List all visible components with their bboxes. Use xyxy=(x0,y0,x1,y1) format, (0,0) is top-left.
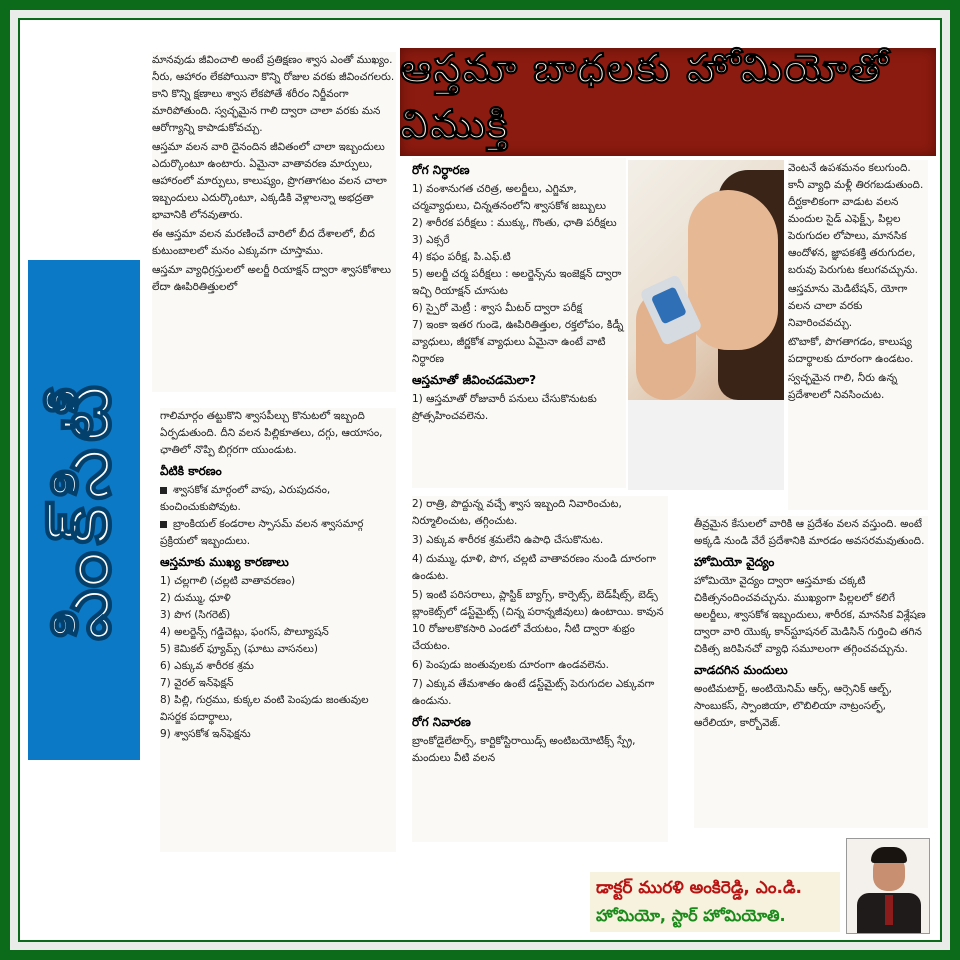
list-item: 4) దుమ్ము, ధూళి, పొగ, చల్లటి వాతావరణం నుండి దూరంగా ఉండుట. xyxy=(412,553,656,582)
list-item: 1) చల్లగాలి (చల్లటి వాతావరణం) xyxy=(160,575,296,587)
list-item: 9) శ్వాసకోశ ఇన్‌ఫెక్షను xyxy=(160,728,251,740)
tie-shape xyxy=(885,895,893,925)
medicines-paragraph: అంటిమటార్ట్, అంటియెనిమ్ ఆర్స్, ఆర్సెనిక్ ఆల్బ్, సాంబుకస్, స్పాంజియా, లొబిలియా నాట్రంసల్ఫ్, ఆరేలియా, కార్బోవెజ్. xyxy=(694,683,892,729)
right-paragraph: టొబాకో, పొగతాగడం, కాలుష్య పదార్థాలకు దూరంగా ఉండటం. xyxy=(788,336,914,365)
homeo-heading: హోమియో వైద్యం xyxy=(694,555,775,569)
list-item: 3) ఎక్సరే xyxy=(412,234,450,246)
list-item: 7) ఎక్కువ తేమశాతం ఉంటే డస్ట్‌మైట్స్ పెరుగుదల ఎక్కువగా ఉండును. xyxy=(412,678,655,707)
list-item: 3) పొగ (సిగరెట్) xyxy=(160,609,231,621)
hair-shape xyxy=(871,847,907,863)
prevention-heading: రోగ నివారణ xyxy=(412,715,471,729)
list-item: 2) రాత్రి, పొద్దున్న వచ్చే శ్వాస ఇబ్బంది నివారించుట, నిర్మూలించుట, తగ్గించుట. xyxy=(412,498,622,527)
list-item: 3) ఎక్కువ శారీరక శ్రమలేని ఉపాధి చేసుకొనుట. xyxy=(412,534,604,546)
prevention-paragraph: బ్రాంకోడైలేటార్స్, కార్టికోస్టిరాయిడ్స్ అంటిబయోటిక్స్ స్ప్రే, మందులు వీటి వలన xyxy=(412,735,636,764)
doctor-name: డాక్టర్ మురళి అంకిరెడ్డి, ఎం.డి. xyxy=(596,878,803,898)
shirt-shape xyxy=(628,400,784,490)
diagnosis-heading: రోగ నిర్ధారణ xyxy=(412,163,470,177)
intro-paragraph: ఆస్తమా వలన వారి దైనందిన జీవితంలో చాలా ఇబ్బందులు ఎదుర్కొంటూ ఉంటారు. ఏమైనా వాతావరణ మార్పులు, ఆహారంలో మార్పులు, కాలుష్యం, ప్రొగతాగటం వలన చాలా ఇబ్బందులు ఎదుర్కొంటూ, ఎక్కడికి వెళ్లాలన్నా అభద్రతా భావానికి లోనవుతారు. xyxy=(152,141,387,221)
list-item: 6) పెంపుడు జంతువులకు దూరంగా ఉండవలెను. xyxy=(412,659,610,671)
bullet-icon xyxy=(160,521,167,528)
homeo-paragraph: హోమియో వైద్యం ద్వారా ఆస్తమాకు చక్కటి చికిత్సనందించవచ్చును. ముఖ్యంగా పిల్లలలో కలిగే అలర్జీలు, శ్వాసకోశ ఇబ్బందులు, శారీరక, మానసిక విశ్లేషణ ద్వారా వారి యొక్క కాన్‌స్టూషనల్ మెడిసిన్ గుర్తించి తగిన చికిత్స జరిపినచో వ్యాధి సమూలంగా తగ్గించవచ్చును. xyxy=(694,575,926,655)
causes-heading: వీటికి కారణం xyxy=(160,464,222,478)
intro-paragraph: మానవుడు జీవించాలి అంటే ప్రతిక్షణం శ్వాస ఎంతో ముఖ్యం. నీరు, ఆహారం లేకపోయినా కొన్ని రోజుల వరకు జీవించగలరు. కాని కొన్ని క్షణాలు శ్వాస లేకపోతే శరీరం నిర్జీవంగా మారిపోతుంది. స్వచ్ఛమైన గాలి ద్వారా చాలా వరకు మన ఆరోగ్యాన్ని కాపాడుకోవచ్చు. xyxy=(152,54,395,134)
middle-column-bottom xyxy=(412,496,668,842)
list-item: 5) అలర్జీ చర్మ పరీక్షలు : అలర్జెన్స్‌ను ఇంజెక్షన్ ద్వారా ఇచ్చి రియాక్షన్ చూసుట xyxy=(412,268,622,297)
doctor-photo xyxy=(846,838,930,934)
masthead-banner xyxy=(28,260,140,760)
inhaler-photo xyxy=(628,160,784,490)
clinic-name: హోమియో, స్టార్ హోమియోతి. xyxy=(596,906,786,925)
list-item: 1) వంశానుగత చరిత్ర, అలర్జీలు, ఎగ్జిమా, చర్మవ్యాధులు, చిన్నతనంలోని శ్వాసకోశ జబ్బులు xyxy=(412,183,606,212)
main-causes-heading: ఆస్తమాకు ముఖ్య కారణాలు xyxy=(160,555,289,569)
list-item: 6) స్పైరో మెట్రీ : శ్వాస మీటర్ ద్వారా పరీక్ష xyxy=(412,302,583,314)
middle-column-top xyxy=(412,158,626,488)
right-column-top xyxy=(788,160,928,510)
author-byline xyxy=(590,872,840,932)
left-column-top xyxy=(152,52,396,392)
masthead-title: పింక్‌సిటీ xyxy=(41,379,127,641)
list-item: 1) ఆస్తమాతో రోజువారీ పనులు చేసుకొనుటకు ప్రోత్సహించవలెను. xyxy=(412,393,597,422)
list-item: 2) శారీరక పరీక్షలు : ముక్కు, గొంతు, ఛాతి పరీక్షలు xyxy=(412,217,617,229)
intro-paragraph: ఆస్తమా వ్యాధిగ్రస్తులలో అలర్జీ రియాక్షన్ ద్వారా శ్వాసకోశాలు లేదా ఊపిరితిత్తులలో xyxy=(152,264,391,293)
living-heading: ఆస్తమాతో జీవించడమెలా? xyxy=(412,373,537,387)
bullet-icon xyxy=(160,487,167,494)
intro-paragraph: ఈ ఆస్తమా వలన మరణించే వారిలో బీద దేశాలలో, బీద కుటుంబాలలో మనం ఎక్కువగా చూస్తాము. xyxy=(152,228,375,257)
list-item: 7) వైరల్ ఇన్‌ఫెక్షన్ xyxy=(160,677,234,689)
list-item: బ్రాంకియల్ కండరాల స్పాసమ్ వలన శ్వాసమార్గ ప్రక్రియలో ఇబ్బందులు. xyxy=(160,518,364,547)
continued-paragraph: గాలిమార్గం తట్టుకొని శ్వాసపీల్చు కొనుటలో ఇబ్బంది ఏర్పడుతుంది. దీని వలన పిల్లికూతలు, దగ్గు, ఆయాసం, ఛాతిలో నొప్పి బిగ్గరగా యుండుట. xyxy=(160,410,383,456)
list-item: 4) అలర్జెన్స్ గడ్డిచెట్లు, ఫంగస్, పొల్యూషన్ xyxy=(160,626,329,638)
list-item: 2) దుమ్ము, ధూళి xyxy=(160,592,231,604)
list-item: 4) కఫం పరీక్ష, పి.ఎఫ్.టి xyxy=(412,251,511,263)
list-item: 5) కెమికల్ ఫ్యూమ్స్ (ఘాటు వాసనలు) xyxy=(160,643,319,655)
right-paragraph: స్వచ్ఛమైన గాలి, నీరు ఉన్న ప్రదేశాలలో నివసించుట. xyxy=(788,372,898,401)
list-item: శ్వాసకోశ మార్గంలో వాపు, ఎరుపుదనం, కుంచించుకుపోవుట. xyxy=(160,484,331,513)
left-column-bottom xyxy=(160,408,396,852)
right-paragraph: ఆస్తమాను మెడిటేషన్, యోగా వలన చాలా వరకు నివారించవచ్చు. xyxy=(788,283,908,329)
headline-banner xyxy=(400,48,936,156)
list-item: 7) ఇంకా ఇతర గుండె, ఊపిరితిత్తుల, రక్తలోపం, కిడ్నీ వ్యాధులు, జీర్ణకోశ వ్యాధులు ఏమైనా ఉంటే వాటి నిర్ధారణ xyxy=(412,319,624,365)
list-item: 8) పిల్లి, గుర్రము, కుక్కల వంటి పెంపుడు జంతువుల విసర్జక పదార్థాలు, xyxy=(160,694,369,723)
list-item: 6) ఎక్కువ శారీరక శ్రమ xyxy=(160,660,254,672)
medicines-heading: వాడదగిన మందులు xyxy=(694,663,788,677)
right-column-bottom xyxy=(694,516,928,828)
right-paragraph: వెంటనే ఉపశమనం కలుగుంది. కానీ వ్యాధి మళ్లీ తిరగబడుతుంది. దీర్ఘకాలికంగా వాడుట వలన మందుల సైడ్ ఎఫెక్ట్స్, పిల్లల పెరుగుదల లోపాలు, మానసిక ఆందోళన, జ్ఞాపకశక్తి తరుగుదల, బరువు పెరుగుట కలుగవచ్చును. xyxy=(788,162,924,276)
list-item: 5) ఇంటి పరిసరాలు, ప్లాస్టిక్ బ్యాగ్స్, కార్పెట్స్, బెడ్‌షీట్స్, బెడ్స్ బ్లాంకెట్స్‌లో డస్ట్‌మైట్స్ (చిన్న పరాన్నజీవులు) ఉంటాయి. కావున 10 రోజులకొకసారి ఎండలో వేయటం, నీటి ద్వారా శుభ్రం చేయటం. xyxy=(412,589,664,652)
right-paragraph: తీవ్రమైన కేసులలో వారికి ఆ ప్రదేశం వలన వస్తుంది. అంటే అక్కడి నుండి వేరే ప్రదేశానికి మారడం అవసరమవుతుంది. xyxy=(694,518,925,547)
headline-title: ఆస్తమా బాధలకు హోమియోతో విముక్తి xyxy=(400,46,890,148)
face-shape xyxy=(688,190,778,350)
